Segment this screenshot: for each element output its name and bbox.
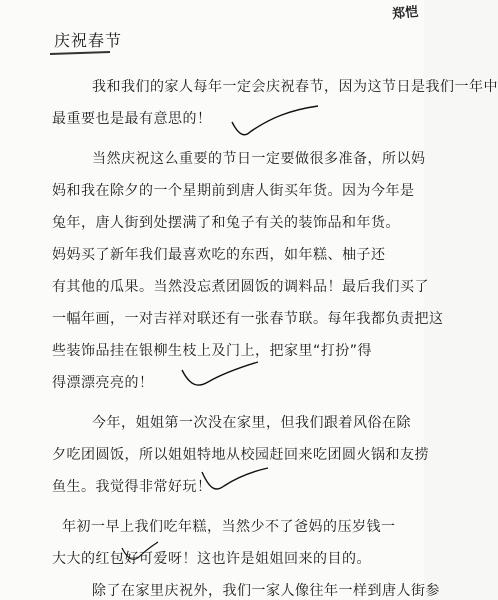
teacher-check-mark	[230, 104, 320, 144]
essay-line: 鱼生。我觉得非常好玩！	[52, 479, 212, 495]
essay-line: 兔年，唐人街到处摆满了和兔子有关的装饰品和年货。	[52, 215, 400, 231]
teacher-check-mark	[120, 540, 160, 564]
essay-line: 我和我们的家人每年一定会庆祝春节，因为这节日是我们一年中	[92, 79, 498, 95]
essay-line: 当然庆祝这么重要的节日一定要做很多准备，所以妈	[92, 151, 426, 167]
author-name: 郑恺	[391, 4, 419, 23]
essay-line: 今年，姐姐第一次没在家里，但我们跟着风俗在除	[92, 415, 411, 431]
title-underline	[50, 51, 110, 55]
essay-line: 年初一早上我们吃年糕，当然少不了爸妈的压岁钱一	[62, 519, 396, 535]
essay-line: 夕吃团圆饭，所以姐姐特地从校园赶回来吃团圆火锅和友捞	[52, 447, 429, 463]
essay-line: 妈妈买了新年我们最喜欢吃的东西，如年糕、柚子还	[52, 247, 386, 263]
essay-line: 最重要也是最有意思的！	[52, 111, 212, 127]
teacher-check-mark	[200, 466, 270, 496]
essay-line: 一幅年画，一对吉祥对联还有一张春节联。每年我都负责把这	[52, 311, 444, 327]
essay-line: 有其他的瓜果。当然没忘煮团圆饭的调料品！最后我们买了	[52, 279, 429, 295]
essay-line: 除了在家里庆祝外，我们一家人像往年一样到唐人街参	[92, 583, 440, 599]
essay-line: 得漂漂亮亮的！	[52, 375, 154, 391]
essay-line: 大大的红包好可爱呀！这也许是姐姐回来的目的。	[52, 551, 371, 567]
essay-line: 些装饰品挂在银柳生枝上及门上，把家里“打扮”得	[52, 343, 373, 359]
essay-title: 庆祝春节	[54, 31, 123, 50]
teacher-check-mark	[180, 360, 260, 390]
essay-line: 妈和我在除夕的一个星期前到唐人街买年货。因为今年是	[52, 183, 415, 199]
